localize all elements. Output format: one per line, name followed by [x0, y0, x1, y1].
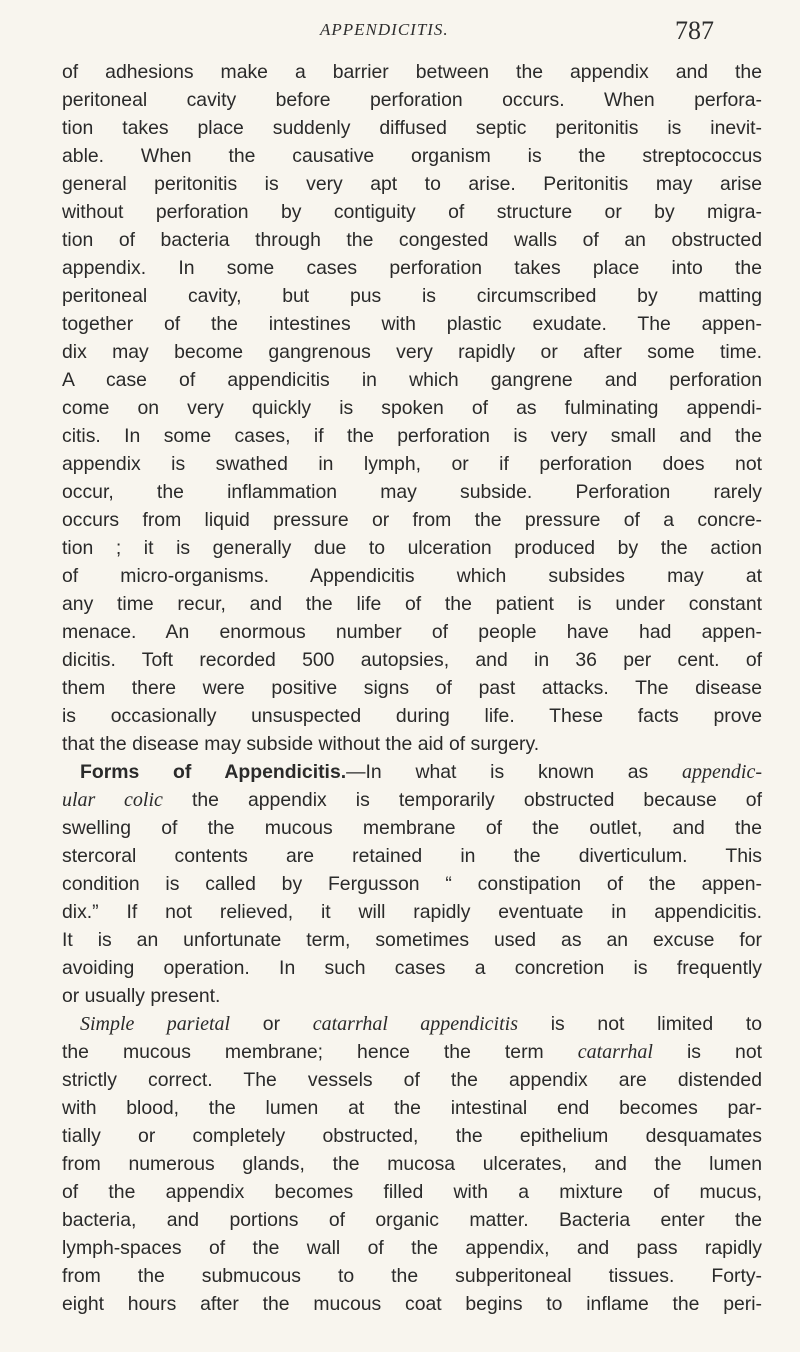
- text-line: tion takes place suddenly diffused septic peritonitis is inevit-: [62, 117, 762, 139]
- text-line: from the submucous to the subperitoneal tissues. Forty-: [62, 1265, 762, 1287]
- text-line: able. When the causative organism is the streptococcus: [62, 145, 762, 167]
- italic-term: Simple parietal: [80, 1013, 231, 1035]
- text-line: peritoneal cavity before perforation occurs. When perfora-: [62, 89, 762, 111]
- text-line: from numerous glands, the mucosa ulcerates, and the lumen: [62, 1153, 762, 1175]
- italic-term: catarrhal appendicitis: [312, 1013, 519, 1035]
- text-line: with blood, the lumen at the intestinal end becomes par-: [62, 1097, 762, 1119]
- text-line: Simple parietal or catarrhal appendicitis is not limited to: [80, 1013, 762, 1035]
- text-line: occur, the inflammation may subside. Perforation rarely: [62, 481, 762, 503]
- text-line: dicitis. Toft recorded 500 autopsies, and in 36 per cent. of: [62, 649, 762, 671]
- text-line: peritoneal cavity, but pus is circumscribed by matting: [62, 285, 762, 307]
- text-line: tion ; it is generally due to ulceration produced by the action: [62, 537, 762, 559]
- text-line: tially or completely obstructed, the epithelium desquamates: [62, 1125, 762, 1147]
- text-line: appendix is swathed in lymph, or if perforation does not: [62, 453, 762, 475]
- text-line: of the appendix becomes filled with a mixture of mucus,: [62, 1181, 762, 1203]
- text-line: stercoral contents are retained in the diverticulum. This: [62, 845, 762, 867]
- text-line: A case of appendicitis in which gangrene and perforation: [62, 369, 762, 391]
- text-line: swelling of the mucous membrane of the outlet, and the: [62, 817, 762, 839]
- page-number: 787: [675, 16, 714, 45]
- text-line: them there were positive signs of past attacks. The disease: [62, 677, 762, 699]
- body-text: [62, 58, 762, 1318]
- text-line: appendix. In some cases perforation takes place into the: [62, 257, 762, 279]
- text-line: general peritonitis is very apt to arise. Peritonitis may arise: [62, 173, 762, 195]
- text-line: citis. In some cases, if the perforation is very small and the: [62, 425, 762, 447]
- italic-term: catarrhal: [577, 1041, 653, 1063]
- section-heading: Forms of Appendicitis.: [80, 761, 347, 783]
- text-line: condition is called by Fergusson “ constipation of the appen-: [62, 873, 762, 895]
- text-line: that the disease may subside without the aid of surgery.: [62, 733, 540, 755]
- text-line: of micro-organisms. Appendicitis which subsides may at: [62, 565, 762, 587]
- text-line: any time recur, and the life of the patient is under constant: [62, 593, 762, 615]
- text-line: the mucous membrane; hence the term catarrhal is not: [62, 1041, 762, 1063]
- text-line: avoiding operation. In such cases a concretion is frequently: [62, 957, 762, 979]
- text-line: strictly correct. The vessels of the appendix are distended: [62, 1069, 762, 1091]
- text-line: dix.” If not relieved, it will rapidly eventuate in appendicitis.: [62, 901, 762, 923]
- text-line: tion of bacteria through the congested walls of an obstructed: [62, 229, 762, 251]
- text-line: bacteria, and portions of organic matter. Bacteria enter the: [62, 1209, 762, 1231]
- italic-term: ular colic: [62, 789, 163, 811]
- text-line: occurs from liquid pressure or from the pressure of a concre-: [62, 509, 762, 531]
- text-line: or usually present.: [62, 985, 221, 1007]
- text-line: menace. An enormous number of people have had appen-: [62, 621, 762, 643]
- text-line: dix may become gangrenous very rapidly or after some time.: [62, 341, 762, 363]
- text-line: eight hours after the mucous coat begins to inflame the peri-: [62, 1293, 762, 1315]
- text-line: lymph-spaces of the wall of the appendix, and pass rapidly: [62, 1237, 762, 1259]
- running-title: APPENDICITIS.: [320, 20, 449, 39]
- text-line: together of the intestines with plastic exudate. The appen-: [62, 313, 762, 335]
- text-line: is occasionally unsuspected during life. These facts prove: [62, 705, 762, 727]
- italic-term: appendic-: [682, 761, 763, 783]
- text-line: of adhesions make a barrier between the appendix and the: [62, 61, 762, 83]
- text-line: ular colic the appendix is temporarily obstructed because of: [62, 789, 762, 811]
- text-line: come on very quickly is spoken of as fulminating appendi-: [62, 397, 762, 419]
- text-line: without perforation by contiguity of structure or by migra-: [62, 201, 762, 223]
- text-line: Forms of Appendicitis.—In what is known as appendic-: [80, 761, 763, 783]
- text-line: It is an unfortunate term, sometimes used as an excuse for: [62, 929, 762, 951]
